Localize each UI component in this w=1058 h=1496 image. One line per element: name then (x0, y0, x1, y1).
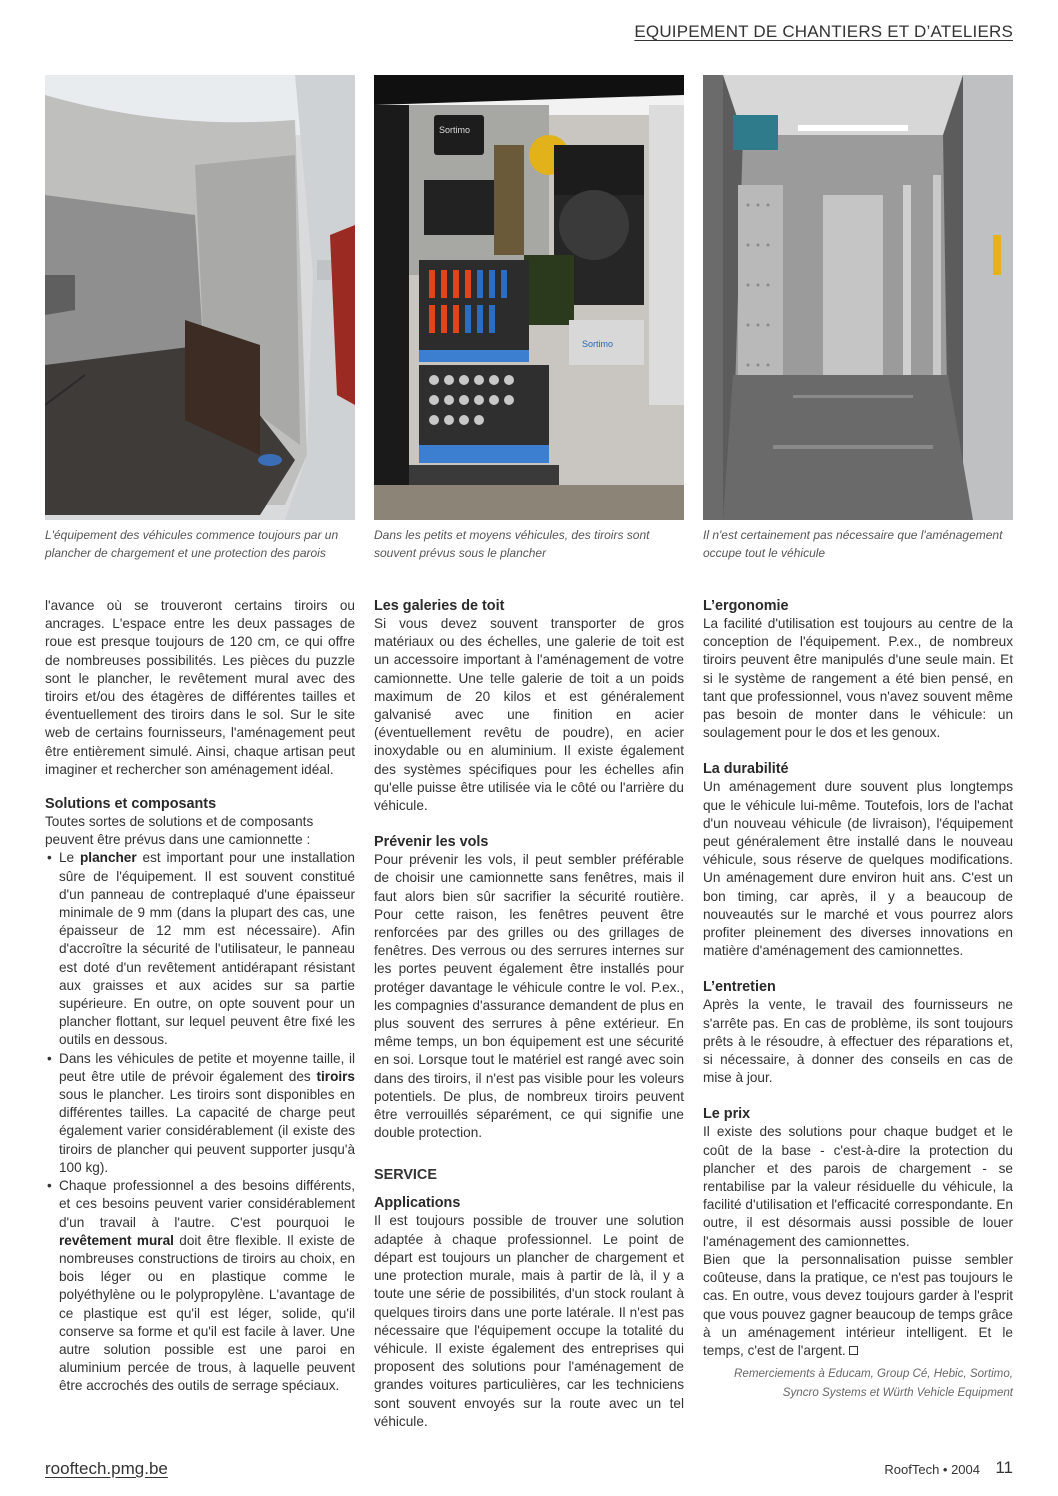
heading-ergonomie: L’ergonomie (703, 598, 789, 614)
article-column-1 (45, 597, 355, 1396)
heading-entretien: L’entretien (703, 979, 776, 996)
article-column-3 (703, 597, 1013, 1402)
keyword-revetement-mural: revêtement mural (59, 1232, 174, 1248)
vols-paragraph: Pour prévenir les vols, il peut sembler préférable de choisir une camionnette sans fenêtres, mais il faut alors bien sûr sacrifier la sécurité routière. Pour cette raison, les fenêtres peuvent être renforcées par des grilles ou des grillages de fenêtres. Des verrous ou des serrures internes sur les portes peuvent également être installés pour protéger davantage le véhicule contre le vol. P.ex., les compagnies d'assurance demandent de plus en plus souvent des serrures à pêne extérieur. En même temps, un bon équipement est une sécurité en soi. Lorsque tout le matériel est rangé avec soin dans des tiroirs, il n'est pas visible pour les voleurs potentiels. De plus, de nombreux tiroirs peuvent être verrouillés séparément, ce qui signifie une double protection. (374, 852, 684, 1141)
keyword-tiroirs: tiroirs (316, 1068, 355, 1084)
prix-paragraph-2: Bien que la personnalisation puisse sembler coûteuse, dans la pratique, ce n'est pas toujours le cas. En outre, vous devez toujours garder à l'esprit que vous pouvez gagner beaucoup de temps grâce à un aménagement intérieur intelligent. Et le temps, c'est de l'argent. (703, 1251, 1013, 1358)
keyword-plancher: plancher (80, 850, 137, 866)
photo-van-floor (45, 75, 355, 520)
ergonomie-paragraph: La facilité d'utilisation est toujours au centre de la conception de l'équipement. P.ex., de nombreux tiroirs peuvent être manipulés d'une seule main. Et si le système de rangement a été bien pensé, en tant que professionnel, vous n'avez souvent même pas besoin de monter dans le véhicule: un soulagement pour le dos et les genoux. (703, 616, 1013, 741)
page-number: 11 (995, 1458, 1013, 1477)
solutions-intro: Toutes sortes de solutions et de composants peuvent être prévus dans une camionnette : (45, 814, 314, 848)
sortimo-logo-text: Sortimo (439, 125, 471, 135)
heading-galeries: Les galeries de toit (374, 598, 505, 614)
footer-website-link[interactable]: rooftech.pmg.be (45, 1459, 168, 1478)
intro-paragraph: l'avance où se trouveront certains tiroirs ou ancrages. L'espace entre les deux passages de roue est presque toujours de 120 cm, ce qui offre de nombreuses possibilités. Les pièces du puzzle sont le plancher, le revêtement mural avec des tiroirs et/ou des étagères de différentes tailles et éventuellement des tiroirs dans le sol. Sur le site web de certains fournisseurs, l'aménagement peut être entièrement simulé. Ainsi, chaque artisan peut imaginer et rechercher son aménagement idéal. (45, 598, 355, 777)
section-title: EQUIPEMENT DE CHANTIERS ET D’ATELIERS (634, 22, 1013, 41)
heading-durabilite: La durabilité (703, 761, 789, 778)
heading-vols: Prévenir les vols (374, 834, 489, 851)
caption-photo1: L'équipement des véhicules commence toujours par un plancher de chargement et une protection des parois (45, 528, 339, 560)
prix-paragraph-1: Il existe des solutions pour chaque budget et le coût de la base - c'est-à-dire la protection du plancher et des parois de chargement - se rentabilise par la valeur résiduelle du véhicule, la facilité d'utilisation et l'efficacité correspondante. En outre, il est désormais aussi possible de louer l'aménagement des camionnettes. (703, 1124, 1013, 1249)
galeries-paragraph: Si vous devez souvent transporter de gros matériaux ou des échelles, une galerie de toit est un accessoire important à l'aménagement de votre camionnette. Une telle galerie de toit a un poids maximum de 20 kilos et est généralement galvanisé avec une finition en acier (éventuellement revêtu de poudre), en acier inoxydable ou en aluminium. Il existe également des systèmes spécifiques pour les échelles afin qu'elle puisse être utilisée via le côté ou l'arrière du véhicule. (374, 616, 684, 814)
caption-photo2: Dans les petits et moyens véhicules, des tiroirs sont souvent prévus sous le plancher (374, 528, 650, 560)
list-item: • Dans les véhicules de petite et moyenne taille, il peut être utile de prévoir également des tiroirs sous le plancher. Les tiroirs sont disponibles en différentes tailles. La capacité de charge peut également varier considérablement (il existe des tiroirs de plancher qui peuvent supporter jusqu'à 100 kg). (45, 1050, 355, 1177)
caption-photo3: Il n'est certainement pas nécessaire que l'aménagement occupe tout le véhicule (703, 528, 1003, 560)
durabilite-paragraph: Un aménagement dure souvent plus longtemps que le véhicule lui-même. Toutefois, lors de l'achat d'un nouveau véhicule (de livraison), l'équipement peut généralement être installé dans le nouveau véhicule, sous réserve de quelques modifications. Un aménagement dure environ huit ans. C'est un bon timing, car après, il y a beaucoup de nouveautés sur le marché et vous pourrez alors profiter pleinement des diverses innovations en matière d'aménagement des camionnettes. (703, 779, 1013, 959)
applications-paragraph: Il est toujours possible de trouver une solution adaptée à chaque professionnel. Le point de départ est toujours un plancher de chargement et une protection murale, mais à partir de là, il y a toute une série de possibilités, d'un stock roulant à quelques tiroirs dans une porte latérale. Il n'est pas nécessaire que l'équipement occupe la totalité du véhicule. Il existe également des entreprises qui proposent des solutions pour l'aménagement de grandes voitures particulières, car les techniciens sont souvent envoyés sur la route avec un tel véhicule. (374, 1213, 684, 1429)
acknowledgements: Remerciements à Educam, Group Cé, Hebic, Sortimo, Syncro Systems et Würth Vehicle Equipment (734, 1367, 1013, 1400)
list-item: • Le plancher est important pour une installation sûre de l'équipement. Il est souvent constitué d'un panneau de contreplaqué d'une épaisseur minimale de 9 mm (dans la plupart des cas, une épaisseur de 12 mm est nécessaire). Afin d'accroître la sécurité de l'utilisateur, le panneau est doté d'un revêtement antidérapant résistant aux graisses et aux acides sur sa partie supérieure. En outre, on opte souvent pour un plancher flottant, sur lequel peuvent être fixé les outils en dessous. (45, 849, 355, 1049)
article-column-2 (374, 597, 684, 1431)
photo-van-shelving (703, 75, 1013, 520)
heading-prix: Le prix (703, 1106, 751, 1123)
solutions-list (45, 849, 355, 1395)
heading-solutions: Solutions et composants (45, 796, 217, 813)
footer-magazine: RoofTech • 2004 (884, 1462, 980, 1477)
drawer-brand-text: Sortimo (582, 339, 614, 349)
heading-service: SERVICE (374, 1167, 437, 1184)
list-item: • Chaque professionnel a des besoins différents, et ces besoins peuvent varier considérablement d'un travail à l'autre. C'est pourquoi le revêtement mural doit être flexible. Il existe de nombreuses constructions de tiroirs au choix, en bois léger ou en plastique comme le polyéthylène ou le polypropylène. L'avantage de ce plastique est qu'il est léger, solide, qu'il conserve sa forme et qu'il est facile à laver. Une autre solution possible est une paroi en aluminium percée de trous, à laquelle peuvent être accrochés des outils de serrage spéciaux. (45, 1177, 355, 1395)
heading-applications: Applications (374, 1195, 461, 1212)
end-of-article-icon (849, 1346, 858, 1355)
entretien-paragraph: Après la vente, le travail des fournisseurs ne s'arrête pas. En cas de problème, ils sont toujours prêts à le résoudre, à effectuer des réparations et, si nécessaire, à donner des conseils en cas de mise à jour. (703, 997, 1013, 1086)
photo-van-drawers (374, 75, 684, 520)
